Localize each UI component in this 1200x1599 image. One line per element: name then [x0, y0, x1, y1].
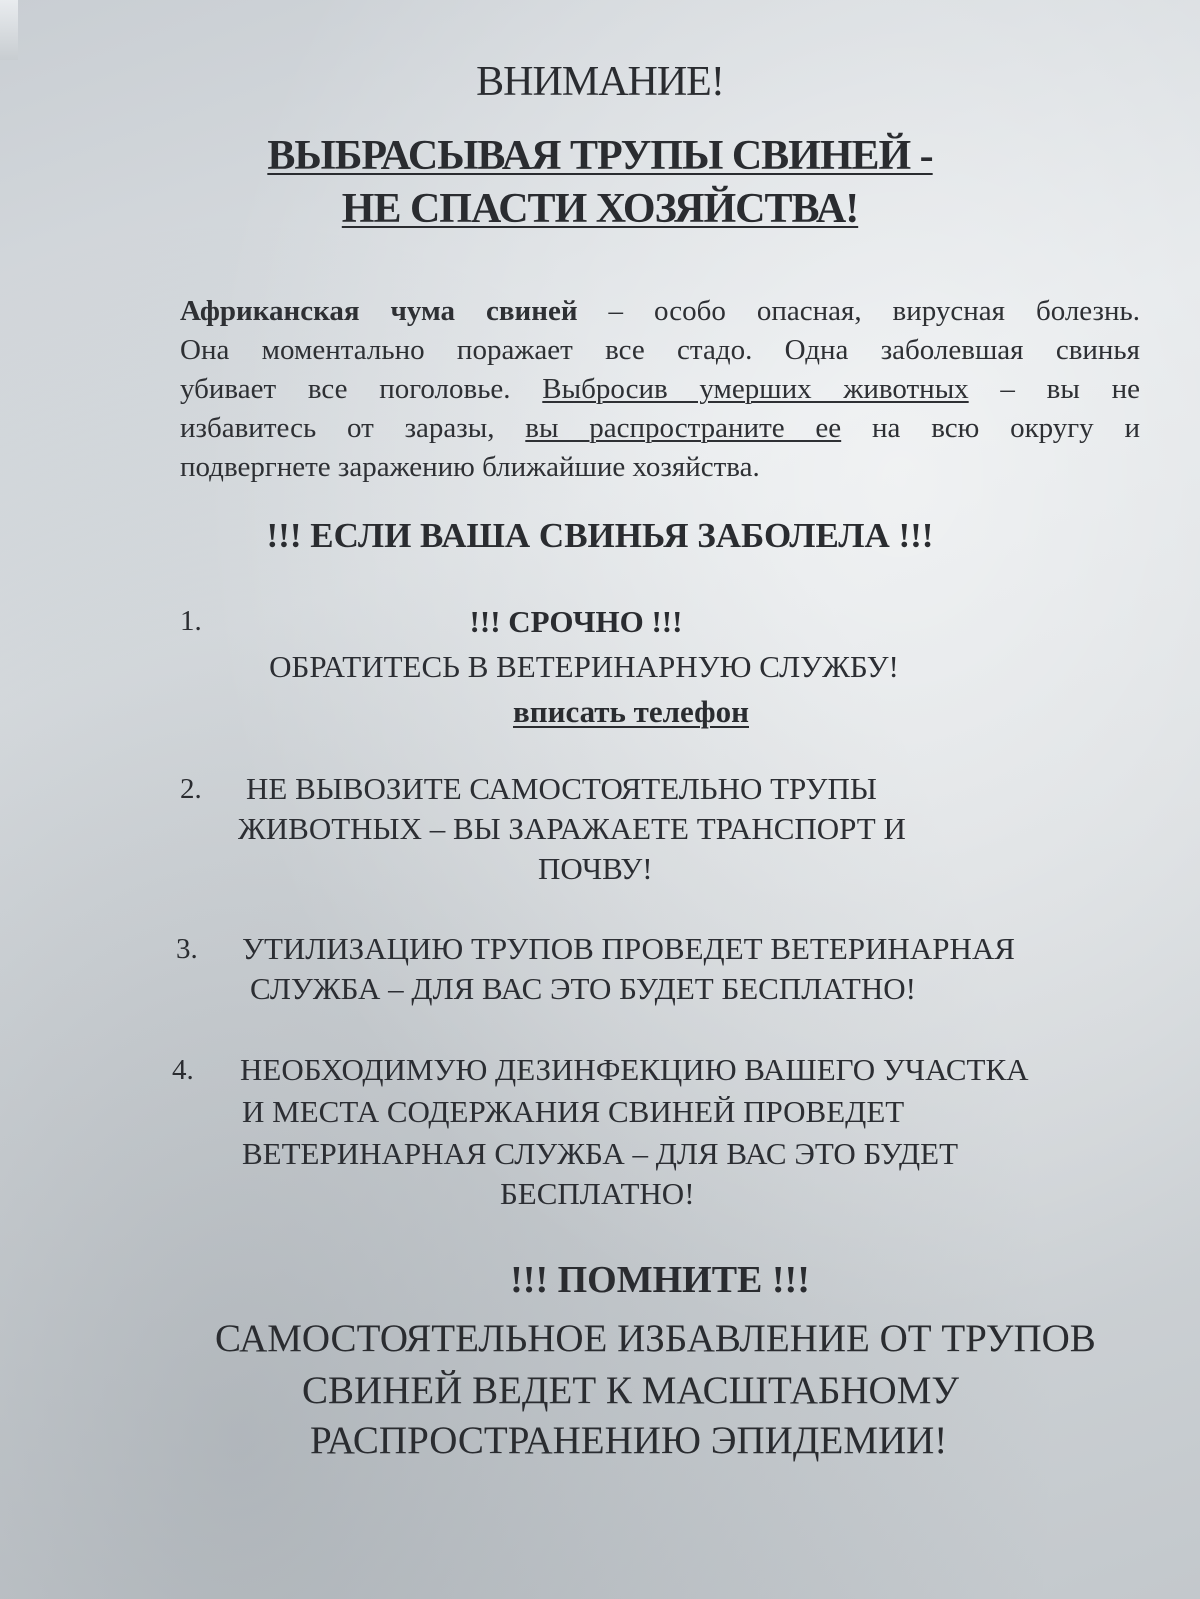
step-2-line-2: ЖИВОТНЫХ – ВЫ ЗАРАЖАЕТЕ ТРАНСПОРТ И: [238, 811, 906, 846]
intro-paragraph: [180, 292, 1140, 487]
step-2-line-1: НЕ ВЫВОЗИТЕ САМОСТОЯТЕЛЬНО ТРУПЫ: [246, 771, 877, 806]
intro-line-1-rest: – особо опасная, вирусная болезнь.: [577, 295, 1140, 327]
step-1-urgent: !!! СРОЧНО !!!: [469, 604, 683, 639]
intro-line-4: [180, 409, 1140, 448]
intro-lead: Африканская чума свиней: [180, 295, 578, 327]
intro-line-2: Она моментально поражает все стадо. Одна заболевшая свинья: [180, 334, 1140, 366]
remember-line-1: САМОСТОЯТЕЛЬНОЕ ИЗБАВЛЕНИЕ ОТ ТРУПОВ: [215, 1317, 1096, 1360]
step-4-line-2: И МЕСТА СОДЕРЖАНИЯ СВИНЕЙ ПРОВЕДЕТ: [242, 1094, 905, 1129]
step-3-number: 3.: [176, 933, 198, 965]
intro-line-4-a: избавитесь от заразы,: [180, 412, 526, 444]
notice-title: ВНИМАНИЕ!: [476, 59, 724, 105]
intro-underlined-1: Выбросив умерших животных: [542, 373, 969, 405]
step-4-line-1: НЕОБХОДИМУЮ ДЕЗИНФЕКЦИЮ ВАШЕГО УЧАСТКА: [240, 1052, 1029, 1087]
headline-line-1: [0, 132, 1200, 180]
remember-line-2: СВИНЕЙ ВЕДЕТ К МАСШТАБНОМУ: [302, 1369, 960, 1412]
intro-line-5: подвергнете заражению ближайшие хозяйства.: [180, 451, 760, 483]
step-1-number: 1.: [180, 605, 202, 637]
intro-underlined-2: вы распространите ее: [525, 412, 842, 444]
remember-line-3: РАСПРОСТРАНЕНИЮ ЭПИДЕМИИ!: [310, 1419, 948, 1462]
intro-line-3-b: – вы не: [968, 373, 1140, 405]
intro-line-3: [180, 370, 1140, 409]
step-4-line-3: ВЕТЕРИНАРНАЯ СЛУЖБА – ДЛЯ ВАС ЭТО БУДЕТ: [242, 1136, 959, 1171]
step-3-line-2: СЛУЖБА – ДЛЯ ВАС ЭТО БУДЕТ БЕСПЛАТНО!: [250, 971, 916, 1006]
step-4-number: 4.: [172, 1054, 194, 1086]
intro-line-3-a: убивает все поголовье.: [180, 373, 543, 405]
headline-line-2: [0, 185, 1200, 233]
step-2-line-3: ПОЧВУ!: [538, 851, 653, 886]
remember-heading: !!! ПОМНИТЕ !!!: [510, 1259, 810, 1301]
headline-line-1-text: ВЫБРАСЫВАЯ ТРУПЫ СВИНЕЙ -: [267, 133, 933, 179]
intro-line-1: [180, 292, 1140, 331]
step-4-line-4: БЕСПЛАТНО!: [500, 1176, 695, 1211]
step-1-phone-line: [0, 694, 1200, 730]
step-2-number: 2.: [180, 773, 202, 805]
intro-line-4-b: на всю округу и: [841, 412, 1141, 444]
if-sick-heading: !!! ЕСЛИ ВАША СВИНЬЯ ЗАБОЛЕЛА !!!: [266, 516, 934, 555]
step-3-line-1: УТИЛИЗАЦИЮ ТРУПОВ ПРОВЕДЕТ ВЕТЕРИНАРНАЯ: [242, 931, 1015, 966]
step-1-line-1: ОБРАТИТЕСЬ В ВЕТЕРИНАРНУЮ СЛУЖБУ!: [269, 649, 899, 684]
background-corner: [0, 0, 18, 60]
headline-line-2-text: НЕ СПАСТИ ХОЗЯЙСТВА!: [341, 186, 859, 232]
phone-placeholder: вписать телефон: [513, 694, 749, 729]
